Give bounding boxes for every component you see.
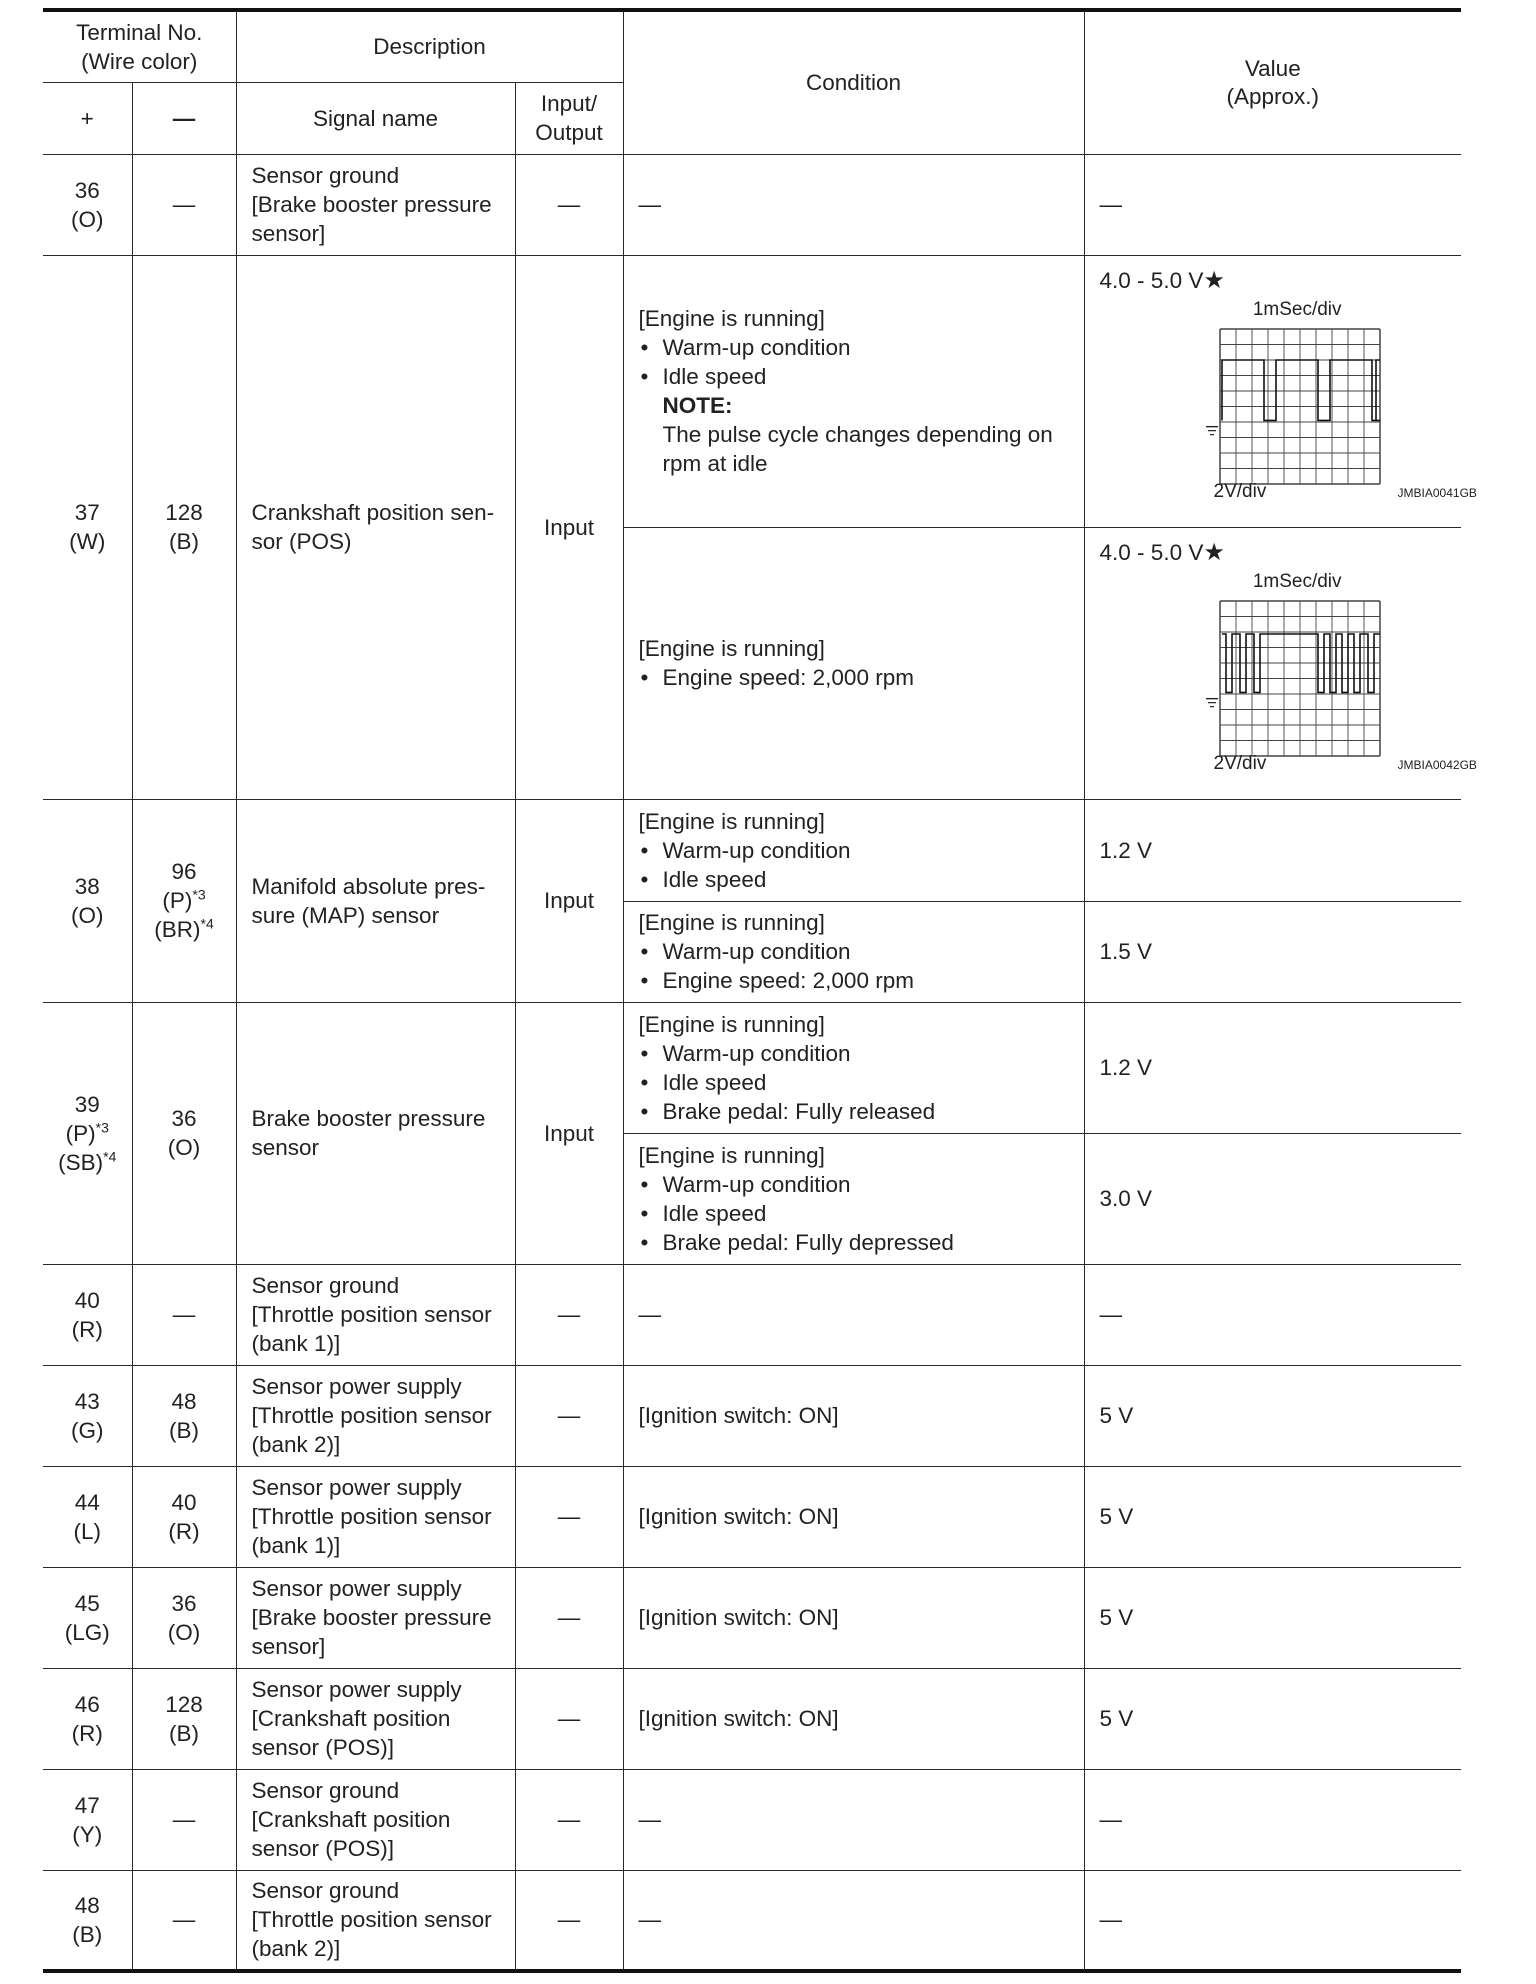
terminal-number: 45 bbox=[74, 1590, 100, 1616]
value: 3.0 V bbox=[1084, 1133, 1461, 1264]
note-text: rpm at idle bbox=[662, 451, 768, 476]
value: 5 V bbox=[1084, 1466, 1461, 1567]
input-output: — bbox=[515, 154, 623, 255]
condition-item: • Warm-up condition bbox=[639, 836, 1078, 865]
condition: [Ignition switch: ON] bbox=[623, 1466, 1084, 1567]
signal-line: [Crankshaft position bbox=[251, 1706, 451, 1731]
signal-line: Sensor ground bbox=[251, 1778, 400, 1803]
star-icon: ★ bbox=[1203, 266, 1225, 294]
footnote-ref: *3 bbox=[192, 886, 206, 903]
signal-line: sure (MAP) sensor bbox=[251, 902, 440, 928]
signal-name-header: Signal name bbox=[236, 82, 515, 154]
signal-line: Sensor power supply bbox=[251, 1677, 462, 1702]
signal-name bbox=[236, 799, 515, 1002]
footnote-ref: *4 bbox=[103, 1148, 117, 1164]
table-row bbox=[43, 1769, 1461, 1870]
figure-id: JMBIA0042GB bbox=[1397, 757, 1477, 772]
approx-label: (Approx.) bbox=[1226, 83, 1320, 109]
footnote-ref: *3 bbox=[95, 1119, 109, 1135]
condition-list bbox=[639, 333, 1078, 391]
terminal-number: 36 bbox=[171, 1590, 197, 1616]
plus-header: + bbox=[43, 82, 132, 154]
signal-line: [Throttle position sensor bbox=[251, 1302, 492, 1327]
value-header bbox=[1084, 10, 1461, 154]
condition-header-text: [Engine is running] bbox=[638, 1142, 825, 1168]
terminal-number: 40 bbox=[74, 1287, 100, 1313]
condition-header-text: [Engine is running] bbox=[638, 1011, 825, 1037]
condition-item: • Idle speed bbox=[639, 1199, 1078, 1228]
wire-color: (B) bbox=[72, 1921, 103, 1947]
value: 1.5 V bbox=[1084, 901, 1461, 1002]
signal-line: sensor] bbox=[251, 1634, 326, 1659]
minus-terminal: — bbox=[132, 1264, 236, 1365]
signal-line: sor (POS) bbox=[251, 529, 352, 554]
note-text: The pulse cycle changes depending on bbox=[662, 422, 1053, 447]
minus-terminal bbox=[132, 1365, 236, 1466]
value-text bbox=[1100, 538, 1456, 567]
oscilloscope-waveform bbox=[1160, 298, 1477, 504]
value: 5 V bbox=[1084, 1567, 1461, 1668]
terminal-table bbox=[43, 8, 1477, 1973]
value: 1.2 V bbox=[1084, 799, 1461, 901]
input-output: — bbox=[515, 1567, 623, 1668]
condition-item: • Warm-up condition bbox=[639, 1039, 1078, 1068]
wire-color: (O) bbox=[71, 206, 104, 232]
minus-terminal: — bbox=[132, 1769, 236, 1870]
input-output: — bbox=[515, 1870, 623, 1971]
table-row bbox=[43, 1466, 1461, 1567]
minus-terminal bbox=[132, 1668, 236, 1769]
signal-name bbox=[236, 1466, 515, 1567]
signal-line: [Throttle position sensor bbox=[251, 1504, 492, 1529]
wire-color: (G) bbox=[71, 1417, 104, 1443]
minus-terminal bbox=[132, 1567, 236, 1668]
terminal-no-label: Terminal No. bbox=[76, 19, 203, 45]
plus-terminal bbox=[43, 1466, 132, 1567]
value bbox=[1084, 255, 1477, 527]
time-division-label: 1mSec/div bbox=[1252, 298, 1342, 320]
condition-header-text: [Engine is running] bbox=[638, 808, 825, 834]
signal-line: Sensor power supply bbox=[251, 1576, 462, 1601]
minus-header: — bbox=[132, 82, 236, 154]
voltage-division-label: 2V/div bbox=[1213, 752, 1267, 774]
wire-color: (W) bbox=[69, 529, 106, 554]
signal-name bbox=[236, 1668, 515, 1769]
input-output: — bbox=[515, 1365, 623, 1466]
terminal-number: 44 bbox=[74, 1489, 100, 1515]
minus-terminal bbox=[132, 1002, 236, 1264]
condition bbox=[623, 901, 1084, 1002]
voltage-range: 4.0 - 5.0 V bbox=[1099, 539, 1204, 565]
condition-header-text: [Engine is running] bbox=[638, 306, 825, 331]
table-row bbox=[43, 1870, 1461, 1971]
condition bbox=[623, 1002, 1084, 1133]
condition-item: • Engine speed: 2,000 rpm bbox=[639, 663, 1078, 692]
plus-terminal bbox=[43, 799, 132, 1002]
terminal-number: 128 bbox=[165, 500, 203, 525]
wire-color-value: (BR) bbox=[154, 917, 201, 942]
condition bbox=[623, 799, 1084, 901]
signal-name bbox=[236, 1365, 515, 1466]
value: — bbox=[1084, 1870, 1461, 1971]
value bbox=[1084, 527, 1477, 799]
plus-terminal bbox=[43, 255, 132, 799]
wire-color: (B) bbox=[169, 1417, 199, 1443]
value: 1.2 V bbox=[1084, 1002, 1461, 1133]
signal-line: (bank 1)] bbox=[251, 1331, 341, 1356]
signal-line: Sensor ground bbox=[251, 163, 400, 188]
plus-terminal bbox=[43, 1668, 132, 1769]
condition-list bbox=[639, 663, 1078, 692]
table-row bbox=[43, 1668, 1461, 1769]
terminal-number: 36 bbox=[74, 177, 100, 203]
plus-terminal bbox=[43, 1002, 132, 1264]
wire-color-value: (P) bbox=[162, 888, 193, 913]
signal-line: Brake booster pressure bbox=[251, 1106, 486, 1131]
signal-name bbox=[236, 1769, 515, 1870]
condition-item: • Brake pedal: Fully released bbox=[639, 1097, 1078, 1126]
condition-list bbox=[639, 937, 1078, 995]
signal-line: [Throttle position sensor bbox=[251, 1907, 492, 1933]
signal-line: [Brake booster pressure bbox=[251, 192, 492, 217]
value-text bbox=[1100, 266, 1456, 295]
condition-list bbox=[639, 1039, 1078, 1126]
wire-color: (O) bbox=[167, 1135, 201, 1160]
terminal-number: 48 bbox=[74, 1892, 100, 1918]
signal-name bbox=[236, 1002, 515, 1264]
input-output: Input bbox=[515, 799, 623, 1002]
condition-header-text: [Engine is running] bbox=[638, 636, 825, 661]
condition bbox=[623, 1133, 1084, 1264]
condition: — bbox=[623, 154, 1084, 255]
plus-terminal bbox=[43, 1365, 132, 1466]
table-row bbox=[43, 799, 1461, 901]
table-row bbox=[43, 1002, 1461, 1133]
condition-item: • Warm-up condition bbox=[639, 333, 1078, 362]
signal-name bbox=[236, 154, 515, 255]
wire-color: (L) bbox=[73, 1518, 101, 1544]
signal-line: [Throttle position sensor bbox=[251, 1403, 492, 1428]
condition: [Ignition switch: ON] bbox=[623, 1567, 1084, 1668]
value: — bbox=[1084, 1264, 1461, 1365]
wire-color bbox=[43, 1119, 132, 1148]
condition bbox=[623, 255, 1084, 527]
table-row bbox=[43, 154, 1461, 255]
wire-color: (O) bbox=[167, 1619, 201, 1645]
output-label: Output bbox=[535, 120, 603, 145]
plus-terminal bbox=[43, 1567, 132, 1668]
wire-color: (R) bbox=[71, 1720, 103, 1746]
terminal-number: 47 bbox=[74, 1792, 100, 1818]
signal-line: (bank 2)] bbox=[251, 1432, 341, 1457]
input-output: — bbox=[515, 1466, 623, 1567]
signal-line: Manifold absolute pres- bbox=[251, 873, 486, 899]
input-output: Input bbox=[515, 255, 623, 799]
condition bbox=[623, 527, 1084, 799]
condition: [Ignition switch: ON] bbox=[623, 1365, 1084, 1466]
condition-item: • Idle speed bbox=[639, 362, 1078, 391]
condition-header: Condition bbox=[623, 10, 1084, 154]
star-icon: ★ bbox=[1203, 538, 1225, 566]
waveform-graph bbox=[1160, 571, 1460, 776]
wire-color bbox=[133, 886, 236, 915]
wire-color: (LG) bbox=[64, 1619, 110, 1645]
condition: — bbox=[623, 1264, 1084, 1365]
value: 5 V bbox=[1084, 1668, 1461, 1769]
table-row bbox=[43, 255, 1461, 527]
footnote-ref: *4 bbox=[200, 915, 214, 932]
signal-line: (bank 2)] bbox=[251, 1936, 341, 1962]
condition-item: • Idle speed bbox=[639, 1068, 1078, 1097]
condition-list bbox=[639, 836, 1078, 894]
table-row bbox=[43, 1365, 1461, 1466]
input-output-header bbox=[515, 82, 623, 154]
condition-list bbox=[639, 1170, 1078, 1257]
minus-terminal: — bbox=[132, 154, 236, 255]
signal-line: (bank 1)] bbox=[251, 1533, 341, 1558]
condition-item: • Engine speed: 2,000 rpm bbox=[639, 966, 1078, 995]
terminal-number: 46 bbox=[74, 1691, 100, 1717]
signal-name bbox=[236, 255, 515, 799]
waveform-graph bbox=[1160, 299, 1460, 504]
condition-item: • Brake pedal: Fully depressed bbox=[639, 1228, 1078, 1257]
condition-item: • Idle speed bbox=[639, 865, 1078, 894]
signal-line: [Brake booster pressure bbox=[251, 1605, 492, 1630]
figure-id: JMBIA0041GB bbox=[1397, 485, 1477, 500]
signal-line: Sensor power supply bbox=[251, 1374, 462, 1399]
terminal-number: 39 bbox=[74, 1091, 100, 1117]
wire-color: (R) bbox=[168, 1518, 200, 1544]
minus-terminal bbox=[132, 799, 236, 1002]
condition-header-text: [Engine is running] bbox=[638, 910, 825, 935]
terminal-no-header bbox=[43, 10, 236, 82]
signal-line: Crankshaft position sen- bbox=[251, 500, 495, 525]
terminal-number: 128 bbox=[165, 1691, 203, 1717]
time-division-label: 1mSec/div bbox=[1252, 570, 1342, 592]
terminal-number: 37 bbox=[74, 500, 100, 525]
signal-line: [Crankshaft position bbox=[251, 1807, 451, 1832]
input-label: Input/ bbox=[540, 91, 598, 116]
voltage-range: 4.0 - 5.0 V bbox=[1099, 267, 1204, 293]
signal-line: sensor (POS)] bbox=[251, 1735, 395, 1760]
terminal-number: 96 bbox=[171, 859, 197, 884]
note-title: NOTE: bbox=[662, 393, 733, 418]
wire-color-value: (P) bbox=[65, 1120, 96, 1146]
terminal-number: 48 bbox=[171, 1388, 197, 1414]
minus-terminal: — bbox=[132, 1870, 236, 1971]
plus-terminal bbox=[43, 1769, 132, 1870]
signal-line: sensor bbox=[251, 1135, 320, 1160]
input-output: — bbox=[515, 1769, 623, 1870]
value: — bbox=[1084, 1769, 1461, 1870]
signal-name bbox=[236, 1567, 515, 1668]
wire-color-value: (SB) bbox=[58, 1149, 104, 1175]
wire-color: (R) bbox=[71, 1316, 103, 1342]
signal-line: Sensor ground bbox=[251, 1273, 400, 1298]
plus-terminal bbox=[43, 1264, 132, 1365]
table-row bbox=[43, 1567, 1461, 1668]
terminal-number: 43 bbox=[74, 1388, 100, 1414]
wire-color: (B) bbox=[169, 1720, 199, 1746]
signal-name bbox=[236, 1264, 515, 1365]
terminal-number: 36 bbox=[171, 1106, 197, 1131]
voltage-division-label: 2V/div bbox=[1213, 480, 1267, 502]
input-output: — bbox=[515, 1668, 623, 1769]
terminal-number: 38 bbox=[74, 873, 100, 899]
condition-item: • Warm-up condition bbox=[639, 937, 1078, 966]
plus-terminal bbox=[43, 154, 132, 255]
input-output: Input bbox=[515, 1002, 623, 1264]
signal-line: Sensor power supply bbox=[251, 1475, 462, 1500]
signal-line: Sensor ground bbox=[251, 1878, 400, 1904]
condition: — bbox=[623, 1870, 1084, 1971]
wire-color: (O) bbox=[71, 902, 104, 928]
signal-name bbox=[236, 1870, 515, 1971]
wire-color bbox=[133, 915, 236, 944]
wire-color: (Y) bbox=[72, 1821, 103, 1847]
minus-terminal bbox=[132, 1466, 236, 1567]
table-row bbox=[43, 1264, 1461, 1365]
wire-color bbox=[43, 1148, 132, 1177]
minus-terminal bbox=[132, 255, 236, 799]
value: 5 V bbox=[1084, 1365, 1461, 1466]
waveform-trace bbox=[1222, 360, 1380, 420]
signal-line: sensor (POS)] bbox=[251, 1836, 395, 1861]
wire-color: (B) bbox=[169, 529, 199, 554]
oscilloscope-waveform bbox=[1160, 570, 1477, 776]
condition: — bbox=[623, 1769, 1084, 1870]
value-label: Value bbox=[1244, 55, 1301, 81]
wire-color-label: (Wire color) bbox=[81, 48, 198, 74]
condition-item: • Warm-up condition bbox=[639, 1170, 1078, 1199]
signal-line: sensor] bbox=[251, 221, 326, 246]
condition: [Ignition switch: ON] bbox=[623, 1668, 1084, 1769]
plus-terminal bbox=[43, 1870, 132, 1971]
value: — bbox=[1084, 154, 1461, 255]
description-header: Description bbox=[236, 10, 623, 82]
input-output: — bbox=[515, 1264, 623, 1365]
terminal-number: 40 bbox=[171, 1489, 197, 1515]
